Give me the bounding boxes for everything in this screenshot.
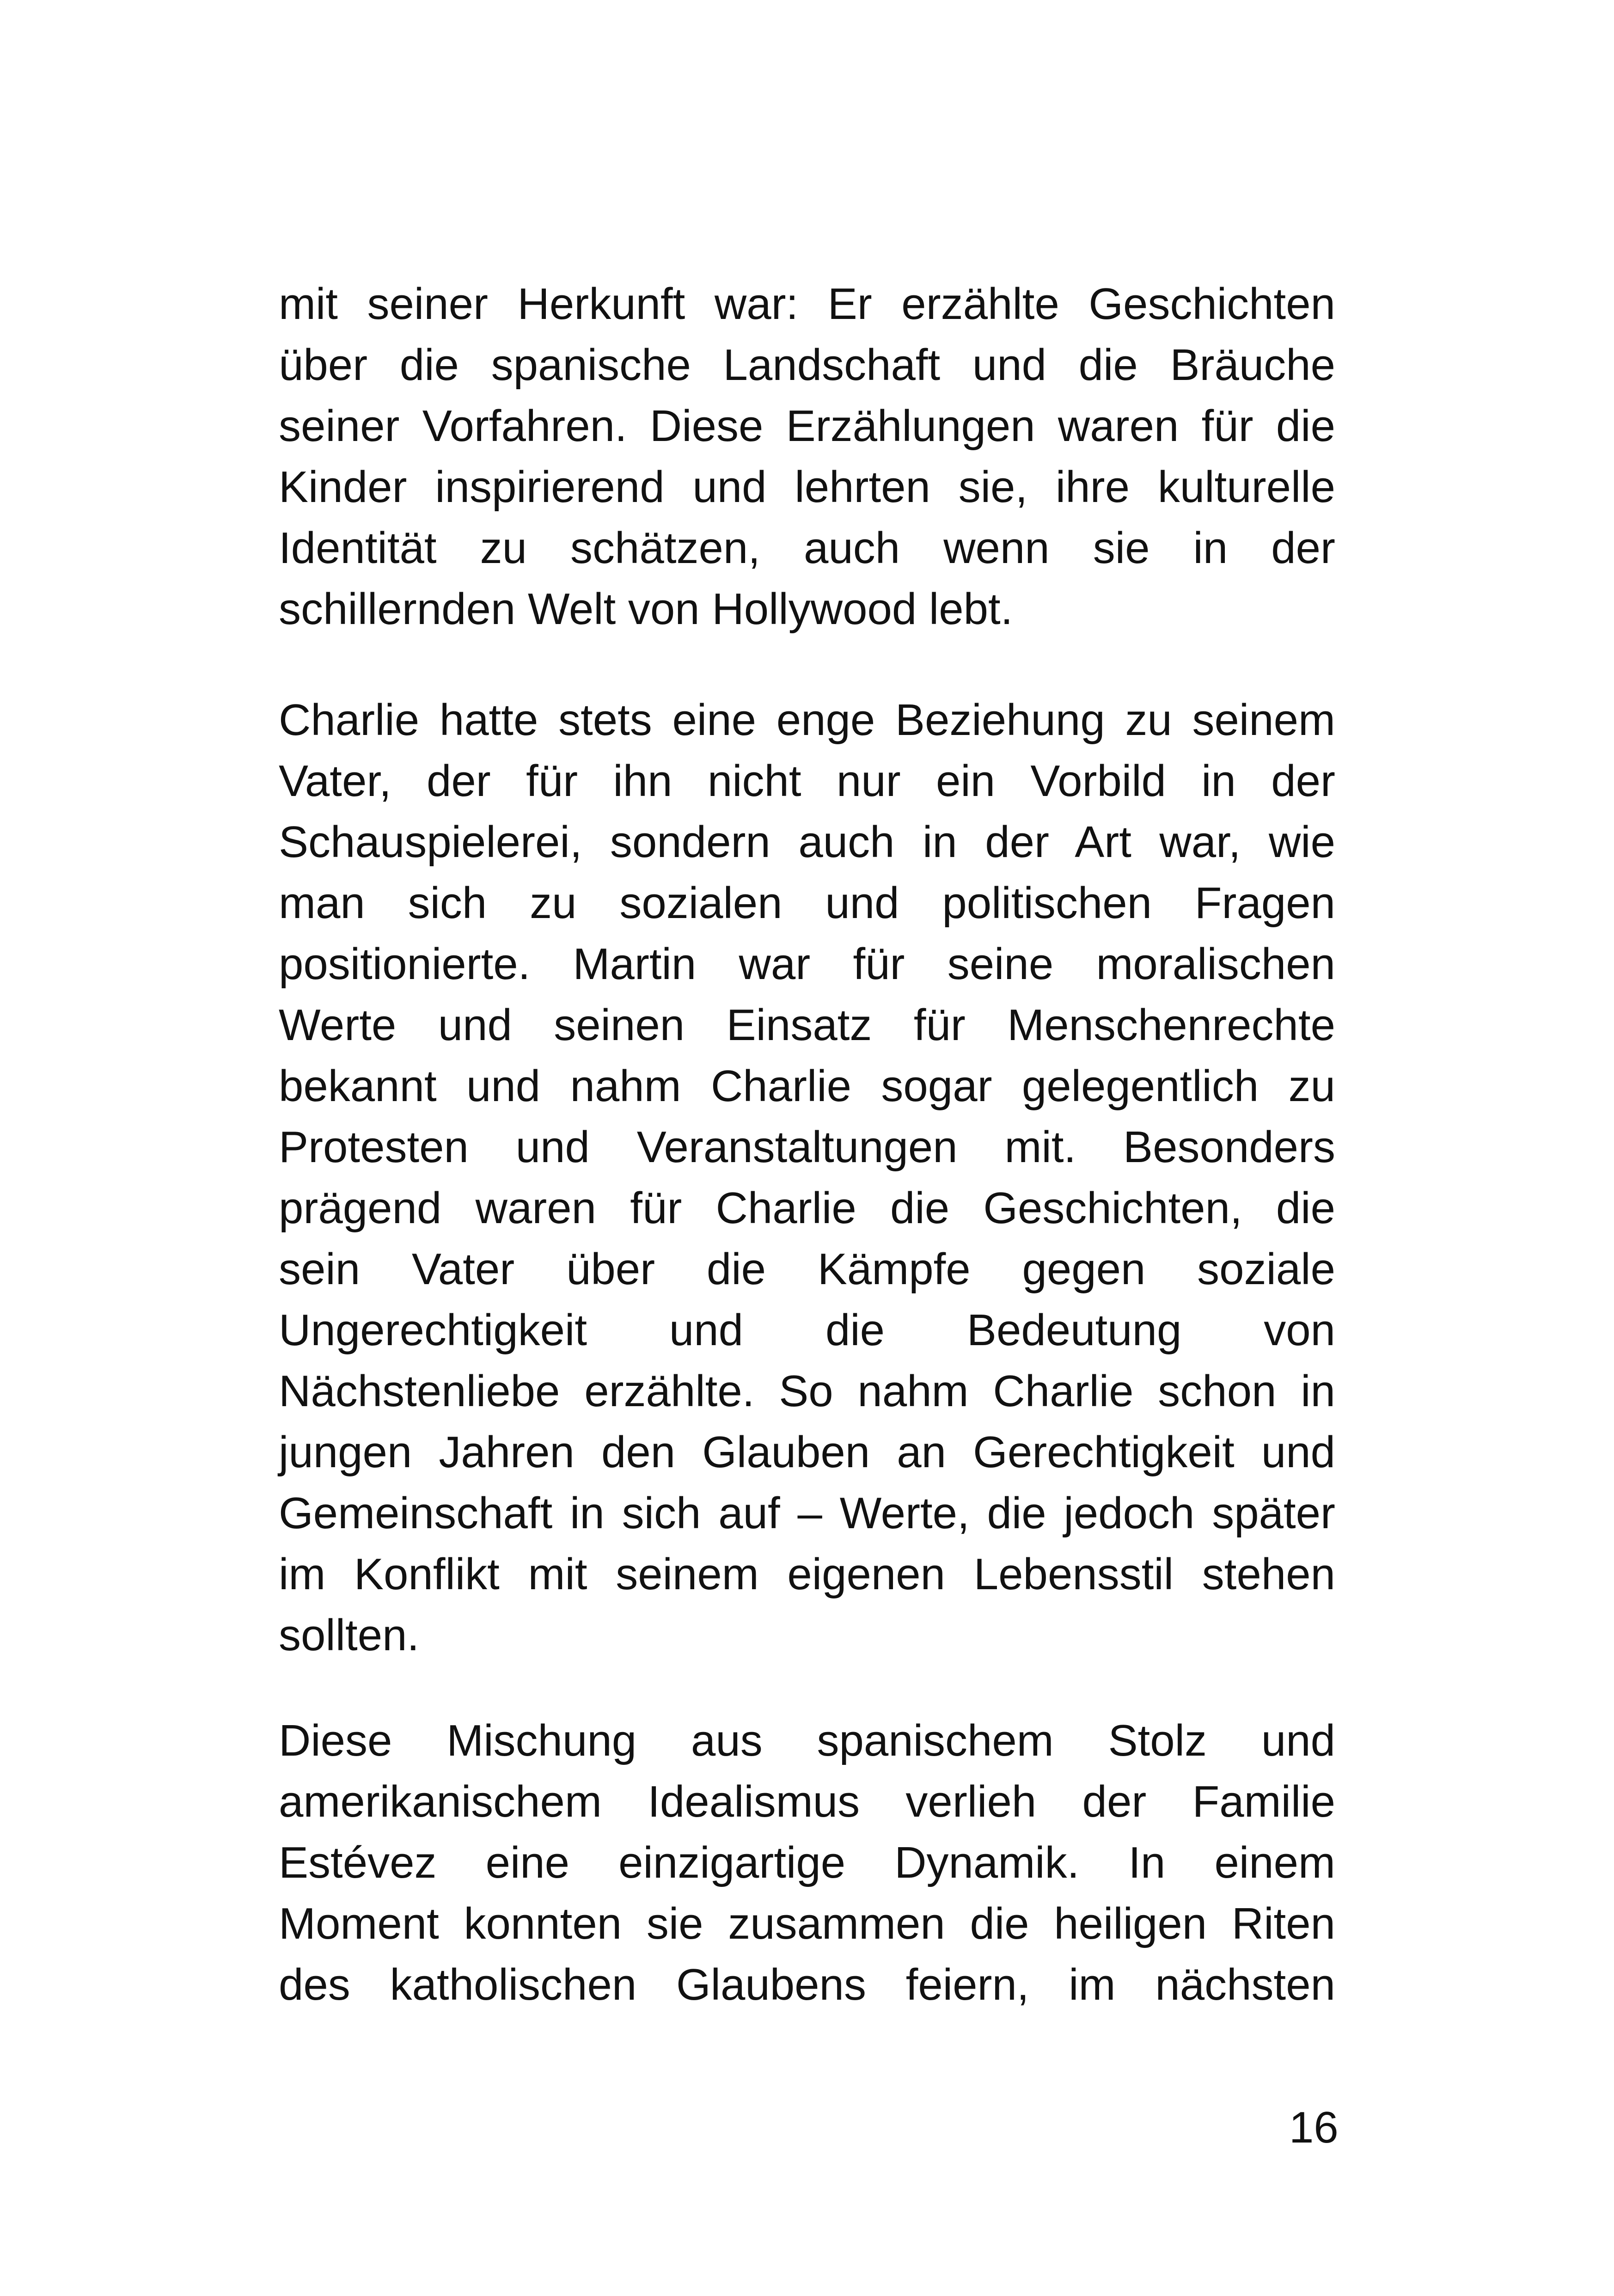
text-line: Vater, der für ihn nicht nur ein Vorbild in der	[279, 756, 1335, 806]
page-number: 16	[1289, 2103, 1339, 2152]
text-line: Estévez eine einzigartige Dynamik. In einem	[279, 1838, 1335, 1887]
text-line: Gemeinschaft in sich auf – Werte, die jedoch später	[279, 1488, 1335, 1538]
paragraph-1	[279, 274, 1335, 640]
text-line: Ungerechtigkeit und die Bedeutung von	[279, 1305, 1335, 1355]
text-line: über die spanische Landschaft und die Bräuche	[279, 340, 1335, 390]
text-line: Protesten und Veranstaltungen mit. Besonders	[279, 1122, 1335, 1172]
paragraph-2	[279, 690, 1335, 1666]
text-line: des katholischen Glaubens feiern, im nächsten	[279, 1960, 1335, 2009]
text-line: sein Vater über die Kämpfe gegen soziale	[279, 1244, 1335, 1294]
text-line: Schauspielerei, sondern auch in der Art war, wie	[279, 817, 1335, 867]
text-line: prägend waren für Charlie die Geschichten, die	[279, 1183, 1335, 1233]
text-line: im Konflikt mit seinem eigenen Lebensstil stehen	[279, 1549, 1335, 1599]
text-line: positionierte. Martin war für seine moralischen	[279, 939, 1335, 989]
text-line: Nächstenliebe erzählte. So nahm Charlie schon in	[279, 1366, 1335, 1416]
text-line: bekannt und nahm Charlie sogar gelegentlich zu	[279, 1061, 1335, 1111]
paragraph-3	[279, 1710, 1335, 2015]
text-line: jungen Jahren den Glauben an Gerechtigkeit und	[279, 1427, 1335, 1477]
text-line: Moment konnten sie zusammen die heiligen Riten	[279, 1899, 1335, 1948]
text-line: Diese Mischung aus spanischem Stolz und	[279, 1716, 1335, 1765]
text-line: Charlie hatte stets eine enge Beziehung zu seinem	[279, 695, 1335, 745]
text-line: amerikanischem Idealismus verlieh der Familie	[279, 1777, 1335, 1826]
text-line: Werte und seinen Einsatz für Menschenrechte	[279, 1000, 1335, 1050]
text-line: schillernden Welt von Hollywood lebt.	[279, 584, 1013, 634]
text-line: Kinder inspirierend und lehrten sie, ihre kulturelle	[279, 462, 1335, 512]
text-line: man sich zu sozialen und politischen Fragen	[279, 878, 1335, 928]
text-line: Identität zu schätzen, auch wenn sie in der	[279, 523, 1335, 573]
text-line: seiner Vorfahren. Diese Erzählungen waren für die	[279, 401, 1335, 451]
text-line: mit seiner Herkunft war: Er erzählte Geschichten	[279, 279, 1335, 329]
text-line: sollten.	[279, 1610, 420, 1660]
